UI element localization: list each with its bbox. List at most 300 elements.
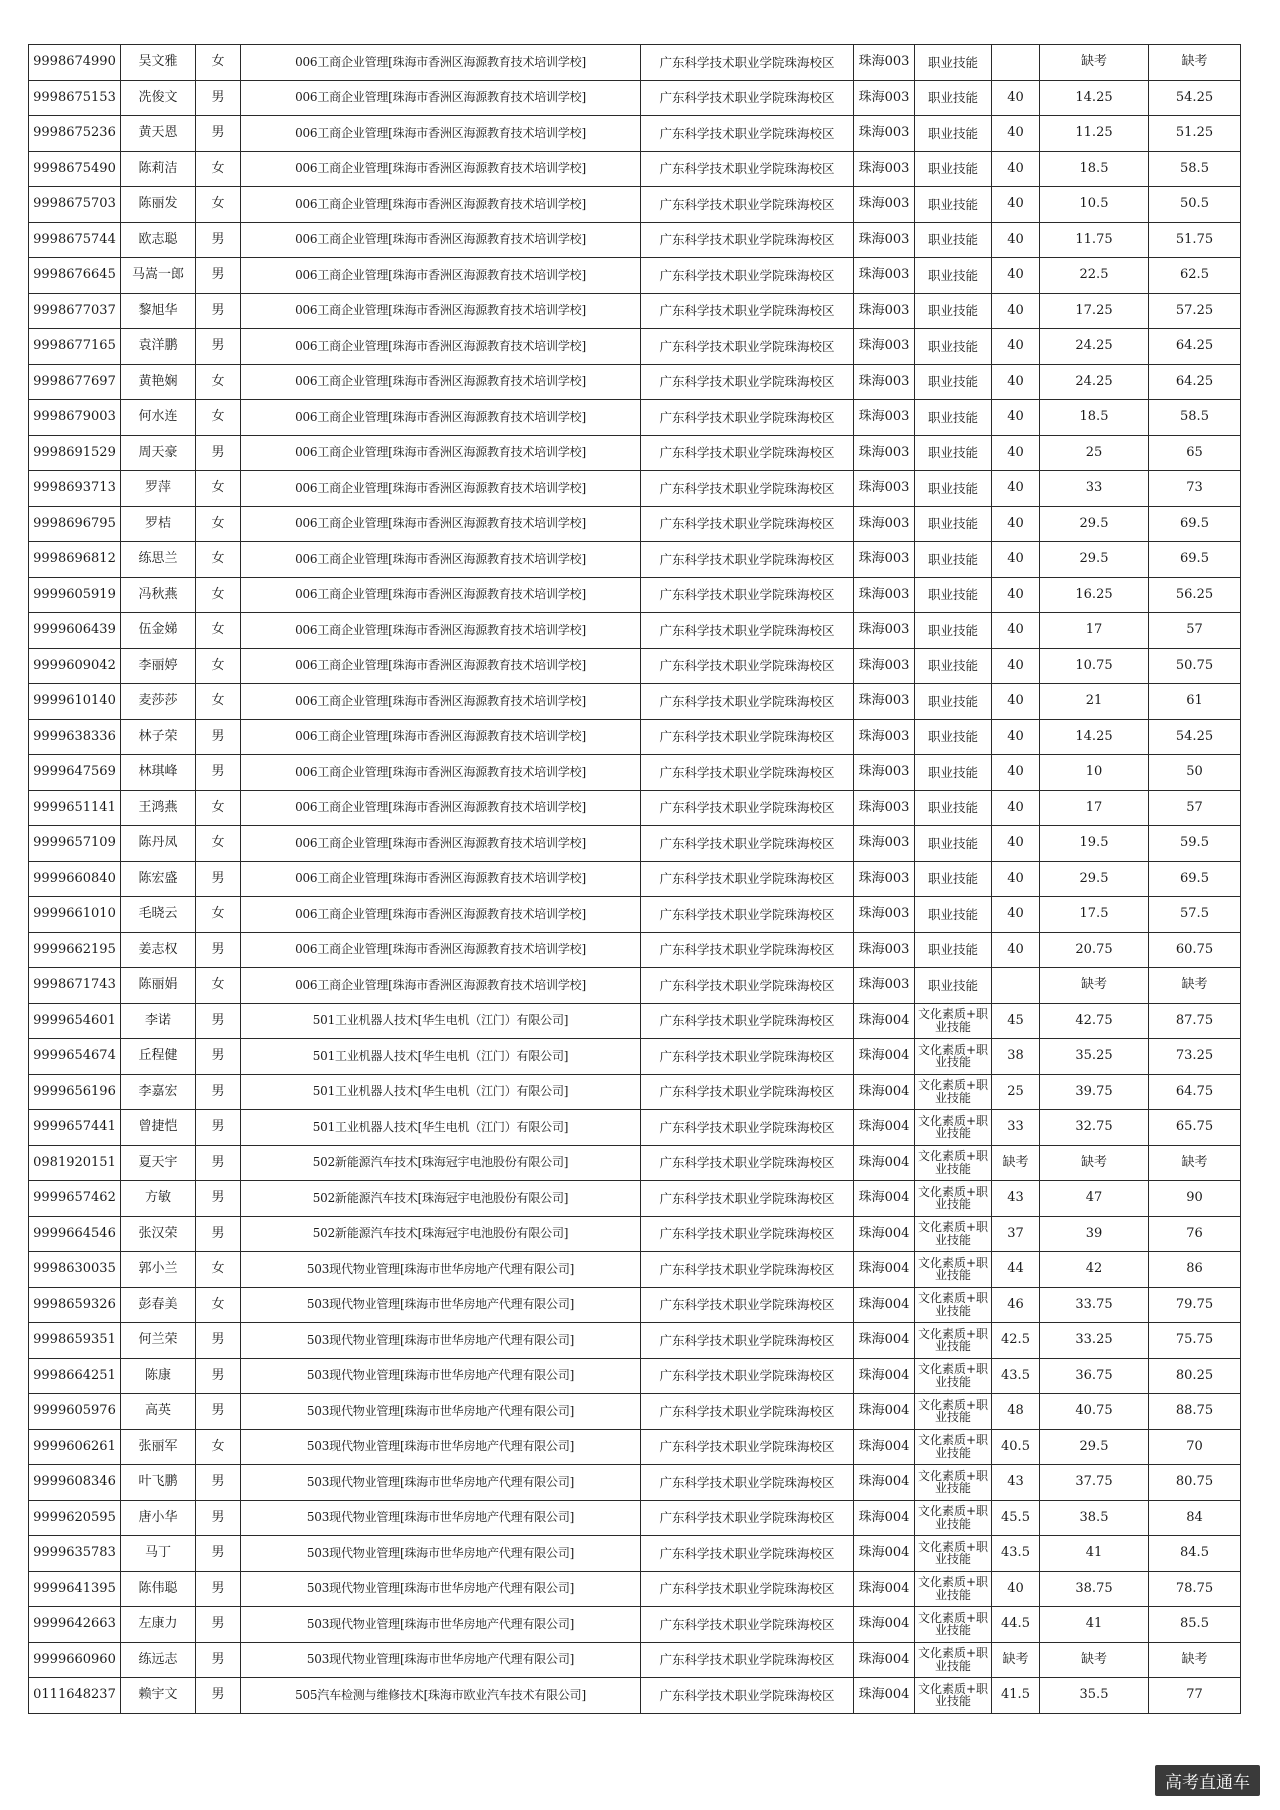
exam-site-cell: 珠海003 <box>854 45 915 81</box>
campus-cell: 广东科学技术职业学院珠海校区 <box>641 861 854 897</box>
candidate-id-cell: 9999642663 <box>29 1607 121 1643</box>
gender-cell: 男 <box>196 1216 241 1252</box>
candidate-id-cell: 9998630035 <box>29 1252 121 1288</box>
score-2-cell: 缺考 <box>1040 968 1149 1004</box>
name-cell: 郭小兰 <box>121 1252 196 1288</box>
total-score-cell: 64.25 <box>1149 364 1241 400</box>
candidate-id-cell: 9999664546 <box>29 1216 121 1252</box>
major-cell: 006工商企业管理[珠海市香洲区海源教育技术培训学校] <box>241 968 641 1004</box>
exam-type-cell: 文化素质+职业技能 <box>915 1110 992 1146</box>
major-cell: 503现代物业管理[珠海市世华房地产代理有限公司] <box>241 1358 641 1394</box>
score-1-cell: 45 <box>992 1003 1040 1039</box>
exam-site-cell: 珠海003 <box>854 826 915 862</box>
candidate-id-cell: 9999620595 <box>29 1500 121 1536</box>
score-1-cell: 缺考 <box>992 1145 1040 1181</box>
score-1-cell: 40 <box>992 826 1040 862</box>
gender-cell: 男 <box>196 1536 241 1572</box>
major-cell: 006工商企业管理[珠海市香洲区海源教育技术培训学校] <box>241 187 641 223</box>
exam-site-cell: 珠海004 <box>854 1536 915 1572</box>
exam-type-cell: 职业技能 <box>915 435 992 471</box>
table-row <box>29 1465 1241 1501</box>
gender-cell: 男 <box>196 755 241 791</box>
campus-cell: 广东科学技术职业学院珠海校区 <box>641 1394 854 1430</box>
campus-cell: 广东科学技术职业学院珠海校区 <box>641 1110 854 1146</box>
total-score-cell: 65 <box>1149 435 1241 471</box>
score-2-cell: 35.5 <box>1040 1678 1149 1714</box>
name-cell: 周天豪 <box>121 435 196 471</box>
exam-site-cell: 珠海004 <box>854 1358 915 1394</box>
total-score-cell: 59.5 <box>1149 826 1241 862</box>
exam-site-cell: 珠海003 <box>854 435 915 471</box>
exam-type-cell: 职业技能 <box>915 790 992 826</box>
candidate-id-cell: 9998679003 <box>29 400 121 436</box>
major-cell: 006工商企业管理[珠海市香洲区海源教育技术培训学校] <box>241 116 641 152</box>
candidate-id-cell: 9998674990 <box>29 45 121 81</box>
major-cell: 006工商企业管理[珠海市香洲区海源教育技术培训学校] <box>241 897 641 933</box>
score-2-cell: 17 <box>1040 790 1149 826</box>
score-1-cell: 40 <box>992 613 1040 649</box>
major-cell: 006工商企业管理[珠海市香洲区海源教育技术培训学校] <box>241 471 641 507</box>
name-cell: 王鸿燕 <box>121 790 196 826</box>
score-2-cell: 10.5 <box>1040 187 1149 223</box>
candidate-id-cell: 9998691529 <box>29 435 121 471</box>
score-1-cell: 48 <box>992 1394 1040 1430</box>
candidate-id-cell: 9998675236 <box>29 116 121 152</box>
table-row <box>29 1323 1241 1359</box>
candidate-id-cell: 9999656196 <box>29 1074 121 1110</box>
major-cell: 006工商企业管理[珠海市香洲区海源教育技术培训学校] <box>241 329 641 365</box>
candidate-id-cell: 9998671743 <box>29 968 121 1004</box>
table-row <box>29 151 1241 187</box>
candidate-id-cell: 9998677697 <box>29 364 121 400</box>
table-row <box>29 897 1241 933</box>
exam-site-cell: 珠海003 <box>854 648 915 684</box>
candidate-id-cell: 9999606261 <box>29 1429 121 1465</box>
name-cell: 罗桔 <box>121 506 196 542</box>
score-1-cell: 44.5 <box>992 1607 1040 1643</box>
major-cell: 006工商企业管理[珠海市香洲区海源教育技术培训学校] <box>241 151 641 187</box>
major-cell: 006工商企业管理[珠海市香洲区海源教育技术培训学校] <box>241 648 641 684</box>
candidate-id-cell: 9998677165 <box>29 329 121 365</box>
score-2-cell: 47 <box>1040 1181 1149 1217</box>
major-cell: 006工商企业管理[珠海市香洲区海源教育技术培训学校] <box>241 435 641 471</box>
score-2-cell: 32.75 <box>1040 1110 1149 1146</box>
score-2-cell: 38.75 <box>1040 1571 1149 1607</box>
candidate-id-cell: 9999647569 <box>29 755 121 791</box>
table-row <box>29 400 1241 436</box>
candidate-id-cell: 0111648237 <box>29 1678 121 1714</box>
score-2-cell: 19.5 <box>1040 826 1149 862</box>
gender-cell: 男 <box>196 1678 241 1714</box>
exam-type-cell: 文化素质+职业技能 <box>915 1287 992 1323</box>
major-cell: 503现代物业管理[珠海市世华房地产代理有限公司] <box>241 1323 641 1359</box>
name-cell: 张汉荣 <box>121 1216 196 1252</box>
name-cell: 左康力 <box>121 1607 196 1643</box>
table-row <box>29 1110 1241 1146</box>
major-cell: 503现代物业管理[珠海市世华房地产代理有限公司] <box>241 1287 641 1323</box>
gender-cell: 女 <box>196 1429 241 1465</box>
table-row <box>29 471 1241 507</box>
table-row <box>29 1216 1241 1252</box>
candidate-id-cell: 9998696812 <box>29 542 121 578</box>
table-row <box>29 1287 1241 1323</box>
name-cell: 马嵩一郎 <box>121 258 196 294</box>
total-score-cell: 56.25 <box>1149 577 1241 613</box>
name-cell: 陈丹凤 <box>121 826 196 862</box>
candidate-id-cell: 9999638336 <box>29 719 121 755</box>
table-row <box>29 329 1241 365</box>
major-cell: 006工商企业管理[珠海市香洲区海源教育技术培训学校] <box>241 45 641 81</box>
candidate-id-cell: 9998675744 <box>29 222 121 258</box>
candidate-id-cell: 9999654601 <box>29 1003 121 1039</box>
candidate-id-cell: 9999654674 <box>29 1039 121 1075</box>
score-1-cell: 43 <box>992 1465 1040 1501</box>
name-cell: 李丽婷 <box>121 648 196 684</box>
gender-cell: 女 <box>196 187 241 223</box>
score-2-cell: 33.75 <box>1040 1287 1149 1323</box>
table-row <box>29 506 1241 542</box>
candidate-id-cell: 9998675490 <box>29 151 121 187</box>
name-cell: 何兰荣 <box>121 1323 196 1359</box>
score-1-cell: 40 <box>992 790 1040 826</box>
campus-cell: 广东科学技术职业学院珠海校区 <box>641 1039 854 1075</box>
gender-cell: 男 <box>196 293 241 329</box>
gender-cell: 女 <box>196 648 241 684</box>
candidate-id-cell: 9998693713 <box>29 471 121 507</box>
table-row <box>29 684 1241 720</box>
exam-site-cell: 珠海004 <box>854 1607 915 1643</box>
exam-site-cell: 珠海004 <box>854 1465 915 1501</box>
gender-cell: 女 <box>196 1287 241 1323</box>
name-cell: 陈伟聪 <box>121 1571 196 1607</box>
total-score-cell: 70 <box>1149 1429 1241 1465</box>
campus-cell: 广东科学技术职业学院珠海校区 <box>641 1216 854 1252</box>
total-score-cell: 64.75 <box>1149 1074 1241 1110</box>
name-cell: 袁洋鹏 <box>121 329 196 365</box>
campus-cell: 广东科学技术职业学院珠海校区 <box>641 222 854 258</box>
table-row <box>29 1536 1241 1572</box>
score-1-cell: 40 <box>992 577 1040 613</box>
gender-cell: 男 <box>196 932 241 968</box>
total-score-cell: 84 <box>1149 1500 1241 1536</box>
candidate-id-cell: 9999609042 <box>29 648 121 684</box>
score-1-cell: 缺考 <box>992 1642 1040 1678</box>
gender-cell: 男 <box>196 1110 241 1146</box>
major-cell: 503现代物业管理[珠海市世华房地产代理有限公司] <box>241 1429 641 1465</box>
exam-site-cell: 珠海004 <box>854 1571 915 1607</box>
gender-cell: 女 <box>196 1252 241 1288</box>
table-row <box>29 435 1241 471</box>
major-cell: 006工商企业管理[珠海市香洲区海源教育技术培训学校] <box>241 80 641 116</box>
name-cell: 李诺 <box>121 1003 196 1039</box>
gender-cell: 女 <box>196 897 241 933</box>
exam-site-cell: 珠海004 <box>854 1252 915 1288</box>
major-cell: 503现代物业管理[珠海市世华房地产代理有限公司] <box>241 1500 641 1536</box>
exam-type-cell: 职业技能 <box>915 684 992 720</box>
exam-site-cell: 珠海003 <box>854 613 915 649</box>
name-cell: 练远志 <box>121 1642 196 1678</box>
candidate-id-cell: 9998659351 <box>29 1323 121 1359</box>
gender-cell: 男 <box>196 80 241 116</box>
exam-site-cell: 珠海003 <box>854 116 915 152</box>
total-score-cell: 61 <box>1149 684 1241 720</box>
table-row <box>29 116 1241 152</box>
name-cell: 唐小华 <box>121 1500 196 1536</box>
exam-type-cell: 文化素质+职业技能 <box>915 1216 992 1252</box>
exam-site-cell: 珠海003 <box>854 719 915 755</box>
total-score-cell: 缺考 <box>1149 1642 1241 1678</box>
exam-site-cell: 珠海004 <box>854 1145 915 1181</box>
score-1-cell: 42.5 <box>992 1323 1040 1359</box>
gender-cell: 男 <box>196 1003 241 1039</box>
total-score-cell: 62.5 <box>1149 258 1241 294</box>
major-cell: 502新能源汽车技术[珠海冠宇电池股份有限公司] <box>241 1181 641 1217</box>
exam-type-cell: 文化素质+职业技能 <box>915 1181 992 1217</box>
name-cell: 何水连 <box>121 400 196 436</box>
total-score-cell: 60.75 <box>1149 932 1241 968</box>
score-2-cell: 16.25 <box>1040 577 1149 613</box>
candidate-id-cell: 9999657462 <box>29 1181 121 1217</box>
exam-type-cell: 文化素质+职业技能 <box>915 1074 992 1110</box>
exam-site-cell: 珠海003 <box>854 506 915 542</box>
major-cell: 006工商企业管理[珠海市香洲区海源教育技术培训学校] <box>241 542 641 578</box>
score-2-cell: 25 <box>1040 435 1149 471</box>
name-cell: 姜志权 <box>121 932 196 968</box>
score-2-cell: 10.75 <box>1040 648 1149 684</box>
score-1-cell: 40 <box>992 755 1040 791</box>
gender-cell: 女 <box>196 577 241 613</box>
exam-type-cell: 职业技能 <box>915 151 992 187</box>
exam-site-cell: 珠海004 <box>854 1678 915 1714</box>
score-2-cell: 42.75 <box>1040 1003 1149 1039</box>
gender-cell: 女 <box>196 45 241 81</box>
exam-type-cell: 职业技能 <box>915 293 992 329</box>
exam-site-cell: 珠海003 <box>854 80 915 116</box>
total-score-cell: 54.25 <box>1149 80 1241 116</box>
total-score-cell: 76 <box>1149 1216 1241 1252</box>
name-cell: 练思兰 <box>121 542 196 578</box>
name-cell: 欧志聪 <box>121 222 196 258</box>
score-2-cell: 29.5 <box>1040 542 1149 578</box>
exam-site-cell: 珠海003 <box>854 258 915 294</box>
major-cell: 006工商企业管理[珠海市香洲区海源教育技术培训学校] <box>241 258 641 294</box>
exam-type-cell: 职业技能 <box>915 755 992 791</box>
campus-cell: 广东科学技术职业学院珠海校区 <box>641 932 854 968</box>
score-1-cell: 40 <box>992 542 1040 578</box>
table-row <box>29 1429 1241 1465</box>
campus-cell: 广东科学技术职业学院珠海校区 <box>641 400 854 436</box>
score-1-cell: 41.5 <box>992 1678 1040 1714</box>
score-2-cell: 37.75 <box>1040 1465 1149 1501</box>
table-row <box>29 719 1241 755</box>
exam-type-cell: 职业技能 <box>915 897 992 933</box>
exam-type-cell: 文化素质+职业技能 <box>915 1394 992 1430</box>
table-row <box>29 932 1241 968</box>
campus-cell: 广东科学技术职业学院珠海校区 <box>641 187 854 223</box>
score-1-cell: 25 <box>992 1074 1040 1110</box>
score-2-cell: 39.75 <box>1040 1074 1149 1110</box>
campus-cell: 广东科学技术职业学院珠海校区 <box>641 1074 854 1110</box>
score-1-cell: 40 <box>992 932 1040 968</box>
name-cell: 伍金娣 <box>121 613 196 649</box>
total-score-cell: 73.25 <box>1149 1039 1241 1075</box>
major-cell: 006工商企业管理[珠海市香洲区海源教育技术培训学校] <box>241 293 641 329</box>
gender-cell: 女 <box>196 400 241 436</box>
score-1-cell: 40 <box>992 648 1040 684</box>
total-score-cell: 86 <box>1149 1252 1241 1288</box>
exam-type-cell: 职业技能 <box>915 542 992 578</box>
score-1-cell: 40 <box>992 400 1040 436</box>
exam-type-cell: 文化素质+职业技能 <box>915 1358 992 1394</box>
total-score-cell: 51.25 <box>1149 116 1241 152</box>
total-score-cell: 50.75 <box>1149 648 1241 684</box>
exam-type-cell: 职业技能 <box>915 648 992 684</box>
table-row <box>29 364 1241 400</box>
table-row <box>29 648 1241 684</box>
table-row <box>29 1607 1241 1643</box>
name-cell: 吴文雅 <box>121 45 196 81</box>
exam-type-cell: 职业技能 <box>915 506 992 542</box>
score-1-cell: 45.5 <box>992 1500 1040 1536</box>
candidate-id-cell: 9998696795 <box>29 506 121 542</box>
exam-type-cell: 职业技能 <box>915 613 992 649</box>
exam-type-cell: 文化素质+职业技能 <box>915 1145 992 1181</box>
major-cell: 006工商企业管理[珠海市香洲区海源教育技术培训学校] <box>241 506 641 542</box>
campus-cell: 广东科学技术职业学院珠海校区 <box>641 1287 854 1323</box>
exam-site-cell: 珠海003 <box>854 790 915 826</box>
major-cell: 006工商企业管理[珠海市香洲区海源教育技术培训学校] <box>241 613 641 649</box>
score-2-cell: 21 <box>1040 684 1149 720</box>
exam-type-cell: 职业技能 <box>915 400 992 436</box>
name-cell: 叶飞鹏 <box>121 1465 196 1501</box>
score-1-cell: 38 <box>992 1039 1040 1075</box>
name-cell: 罗萍 <box>121 471 196 507</box>
name-cell: 方敏 <box>121 1181 196 1217</box>
score-2-cell: 29.5 <box>1040 1429 1149 1465</box>
score-2-cell: 缺考 <box>1040 1642 1149 1678</box>
exam-site-cell: 珠海003 <box>854 755 915 791</box>
name-cell: 陈莉洁 <box>121 151 196 187</box>
table-row <box>29 1003 1241 1039</box>
campus-cell: 广东科学技术职业学院珠海校区 <box>641 1323 854 1359</box>
total-score-cell: 69.5 <box>1149 506 1241 542</box>
exam-type-cell: 职业技能 <box>915 932 992 968</box>
major-cell: 502新能源汽车技术[珠海冠宇电池股份有限公司] <box>241 1145 641 1181</box>
exam-type-cell: 职业技能 <box>915 719 992 755</box>
name-cell: 黄天恩 <box>121 116 196 152</box>
gender-cell: 男 <box>196 719 241 755</box>
campus-cell: 广东科学技术职业学院珠海校区 <box>641 897 854 933</box>
exam-site-cell: 珠海003 <box>854 222 915 258</box>
gender-cell: 男 <box>196 1358 241 1394</box>
candidate-id-cell: 9999660840 <box>29 861 121 897</box>
score-2-cell: 11.75 <box>1040 222 1149 258</box>
campus-cell: 广东科学技术职业学院珠海校区 <box>641 1607 854 1643</box>
table-row <box>29 542 1241 578</box>
score-2-cell: 39 <box>1040 1216 1149 1252</box>
table-row <box>29 45 1241 81</box>
exam-site-cell: 珠海003 <box>854 684 915 720</box>
exam-site-cell: 珠海004 <box>854 1429 915 1465</box>
campus-cell: 广东科学技术职业学院珠海校区 <box>641 826 854 862</box>
exam-site-cell: 珠海003 <box>854 542 915 578</box>
exam-site-cell: 珠海004 <box>854 1642 915 1678</box>
major-cell: 501工业机器人技术[华生电机（江门）有限公司] <box>241 1074 641 1110</box>
name-cell: 林子荣 <box>121 719 196 755</box>
exam-site-cell: 珠海003 <box>854 364 915 400</box>
score-2-cell: 17.25 <box>1040 293 1149 329</box>
exam-type-cell: 职业技能 <box>915 364 992 400</box>
score-1-cell: 43 <box>992 1181 1040 1217</box>
exam-type-cell: 文化素质+职业技能 <box>915 1465 992 1501</box>
gender-cell: 女 <box>196 613 241 649</box>
exam-site-cell: 珠海004 <box>854 1394 915 1430</box>
gender-cell: 男 <box>196 1394 241 1430</box>
table-body <box>29 45 1241 1714</box>
score-1-cell: 43.5 <box>992 1358 1040 1394</box>
score-2-cell: 17.5 <box>1040 897 1149 933</box>
exam-type-cell: 职业技能 <box>915 187 992 223</box>
score-1-cell: 40 <box>992 329 1040 365</box>
exam-type-cell: 职业技能 <box>915 258 992 294</box>
score-1-cell: 40 <box>992 187 1040 223</box>
total-score-cell: 58.5 <box>1149 400 1241 436</box>
name-cell: 陈丽发 <box>121 187 196 223</box>
major-cell: 501工业机器人技术[华生电机（江门）有限公司] <box>241 1003 641 1039</box>
total-score-cell: 88.75 <box>1149 1394 1241 1430</box>
campus-cell: 广东科学技术职业学院珠海校区 <box>641 151 854 187</box>
major-cell: 006工商企业管理[珠海市香洲区海源教育技术培训学校] <box>241 577 641 613</box>
table-row <box>29 1145 1241 1181</box>
table-row <box>29 258 1241 294</box>
table-row <box>29 790 1241 826</box>
score-1-cell: 33 <box>992 1110 1040 1146</box>
candidate-id-cell: 9998675703 <box>29 187 121 223</box>
name-cell: 陈丽娟 <box>121 968 196 1004</box>
total-score-cell: 54.25 <box>1149 719 1241 755</box>
gender-cell: 男 <box>196 435 241 471</box>
score-1-cell: 40 <box>992 861 1040 897</box>
exam-site-cell: 珠海004 <box>854 1039 915 1075</box>
exam-site-cell: 珠海004 <box>854 1003 915 1039</box>
gender-cell: 女 <box>196 364 241 400</box>
gender-cell: 男 <box>196 1571 241 1607</box>
exam-type-cell: 文化素质+职业技能 <box>915 1678 992 1714</box>
exam-site-cell: 珠海004 <box>854 1287 915 1323</box>
campus-cell: 广东科学技术职业学院珠海校区 <box>641 1358 854 1394</box>
score-2-cell: 18.5 <box>1040 151 1149 187</box>
table-row <box>29 1181 1241 1217</box>
exam-type-cell: 职业技能 <box>915 471 992 507</box>
score-1-cell: 40 <box>992 258 1040 294</box>
score-1-cell: 37 <box>992 1216 1040 1252</box>
table-row <box>29 613 1241 649</box>
gender-cell: 女 <box>196 151 241 187</box>
exam-type-cell: 职业技能 <box>915 826 992 862</box>
name-cell: 彭春美 <box>121 1287 196 1323</box>
total-score-cell: 75.75 <box>1149 1323 1241 1359</box>
score-2-cell: 36.75 <box>1040 1358 1149 1394</box>
campus-cell: 广东科学技术职业学院珠海校区 <box>641 1571 854 1607</box>
table-row <box>29 187 1241 223</box>
table-row <box>29 1074 1241 1110</box>
campus-cell: 广东科学技术职业学院珠海校区 <box>641 1678 854 1714</box>
total-score-cell: 87.75 <box>1149 1003 1241 1039</box>
candidate-id-cell: 9999606439 <box>29 613 121 649</box>
campus-cell: 广东科学技术职业学院珠海校区 <box>641 471 854 507</box>
major-cell: 006工商企业管理[珠海市香洲区海源教育技术培训学校] <box>241 790 641 826</box>
score-2-cell: 11.25 <box>1040 116 1149 152</box>
